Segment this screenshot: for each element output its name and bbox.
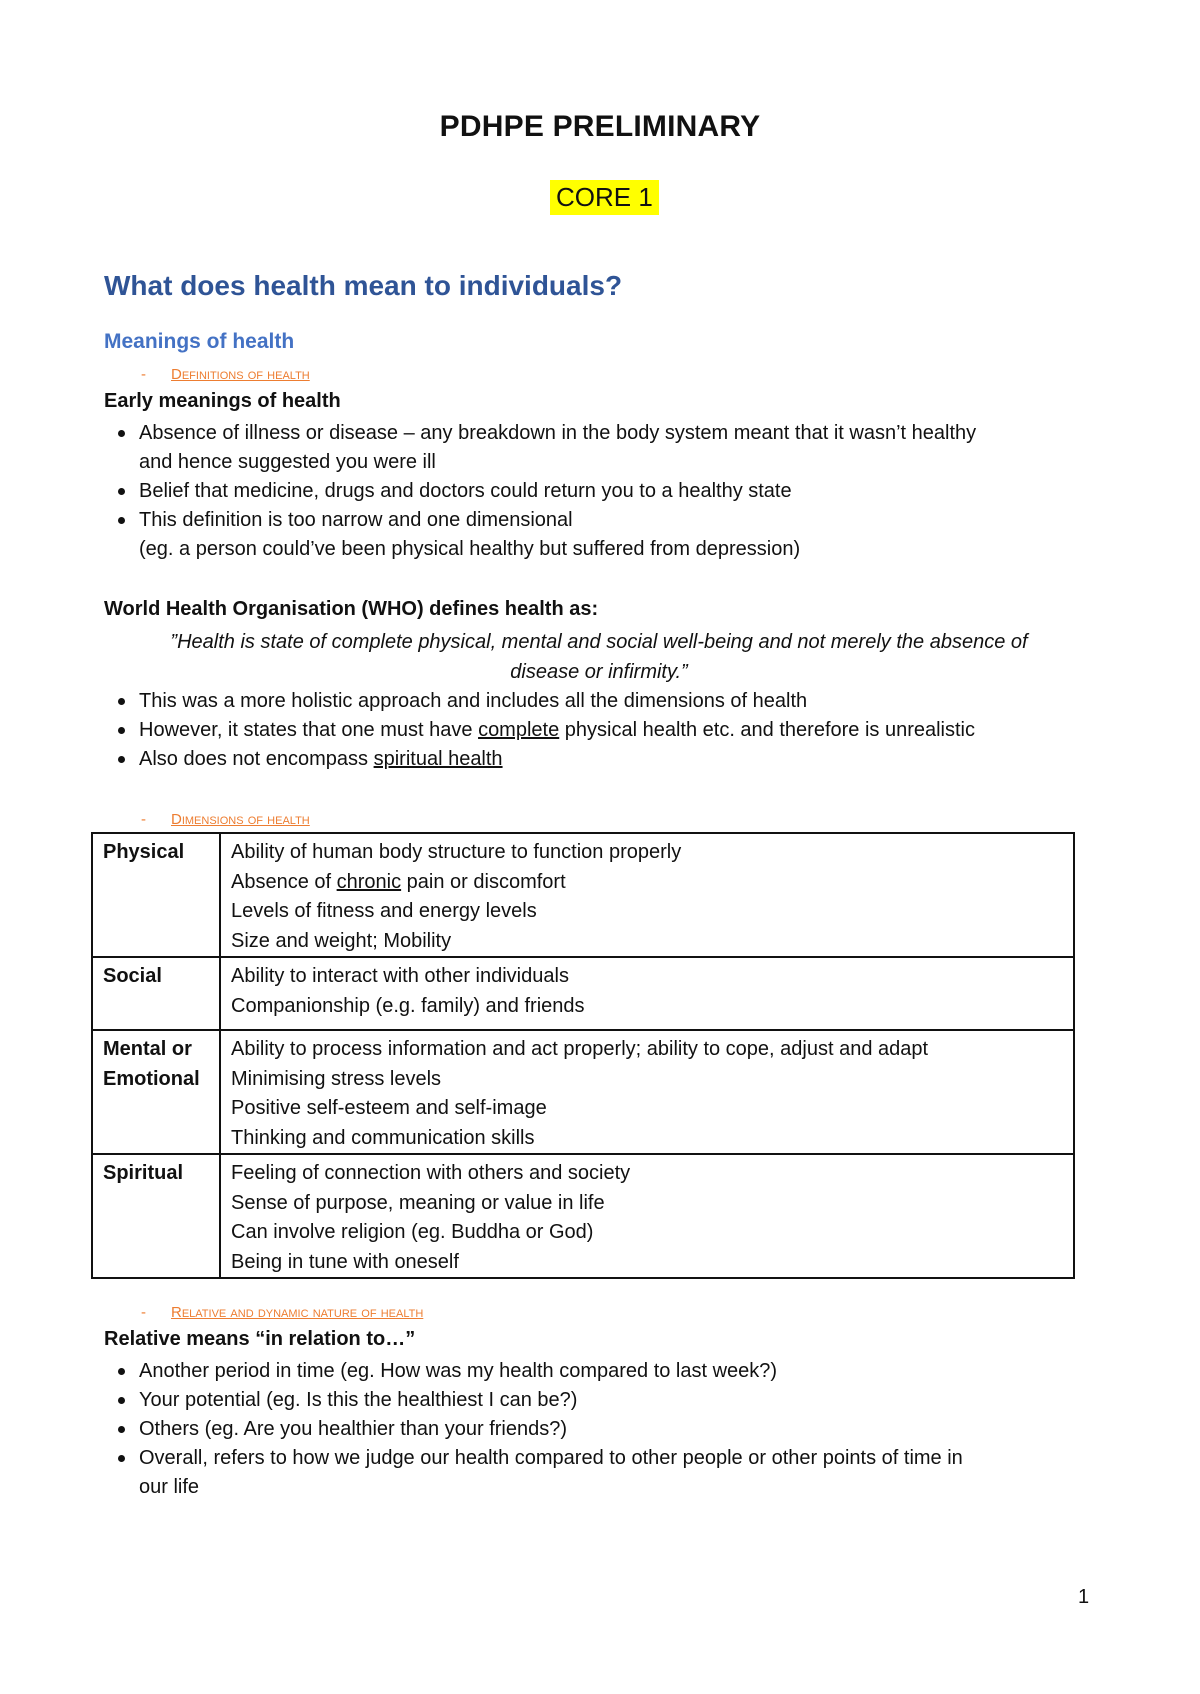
list-item: Overall, refers to how we judge our health compared to other people or other points of time in our life (104, 1444, 963, 1502)
list-item: This definition is too narrow and one dimensional (eg. a person could’ve been physical healthy but suffered from depression) (104, 506, 976, 564)
document-title: PDHPE PRELIMINARY (439, 110, 761, 143)
dimensions-table (91, 832, 1075, 1279)
dimension-name: Physical (92, 833, 220, 957)
dimension-description: Feeling of connection with others and society Sense of purpose, meaning or value in life Can involve religion (eg. Buddha or God) Being in tune with oneself (220, 1154, 1074, 1278)
list-item: However, it states that one must have complete physical health etc. and therefore is unrealistic (104, 716, 975, 745)
table-row (92, 833, 1074, 957)
dimension-name: Mental or Emotional (92, 1030, 220, 1154)
subheading-definitions: - Definitions of health (141, 366, 310, 383)
list-item: Another period in time (eg. How was my health compared to last week?) (104, 1357, 963, 1386)
who-notes-list (104, 687, 975, 774)
dimension-description: Ability to interact with other individuals Companionship (e.g. family) and friends (220, 957, 1074, 1030)
who-quote: ”Health is state of complete physical, mental and social well-being and not merely the absence of disease or infirmity.” (170, 631, 1028, 683)
page-number: 1 (1078, 1586, 1090, 1608)
table-row (92, 957, 1074, 1030)
list-item: Belief that medicine, drugs and doctors could return you to a healthy state (104, 477, 976, 506)
dimension-description: Ability to process information and act properly; ability to cope, adjust and adapt Minimising stress levels Positive self-esteem and self-image Thinking and communication skills (220, 1030, 1074, 1154)
relative-list (104, 1357, 963, 1502)
early-meanings-title: Early meanings of health (104, 390, 341, 412)
list-item: Others (eg. Are you healthier than your friends?) (104, 1415, 963, 1444)
list-item: Your potential (eg. Is this the healthiest I can be?) (104, 1386, 963, 1415)
early-meanings-list (104, 419, 976, 564)
core-highlight: CORE 1 (550, 180, 659, 215)
dimension-name: Spiritual (92, 1154, 220, 1278)
dimension-name: Social (92, 957, 220, 1030)
who-definition-title: World Health Organisation (WHO) defines health as: (104, 598, 599, 620)
list-item: Absence of illness or disease – any breakdown in the body system meant that it wasn’t healthy and hence suggested you were ill (104, 419, 976, 477)
table-row (92, 1154, 1074, 1278)
subheading-relative: - Relative and dynamic nature of health (141, 1304, 424, 1321)
subheading-dimensions: - Dimensions of health (141, 811, 310, 828)
table-row (92, 1030, 1074, 1154)
heading-health-meaning: What does health mean to individuals? (104, 270, 623, 301)
list-item: This was a more holistic approach and includes all the dimensions of health (104, 687, 975, 716)
relative-title: Relative means “in relation to…” (104, 1328, 416, 1350)
list-item: Also does not encompass spiritual health (104, 745, 975, 774)
dimension-description: Ability of human body structure to function properly Absence of chronic pain or discomfort Levels of fitness and energy levels Size and weight; Mobility (220, 833, 1074, 957)
heading-meanings-of-health: Meanings of health (104, 330, 295, 353)
